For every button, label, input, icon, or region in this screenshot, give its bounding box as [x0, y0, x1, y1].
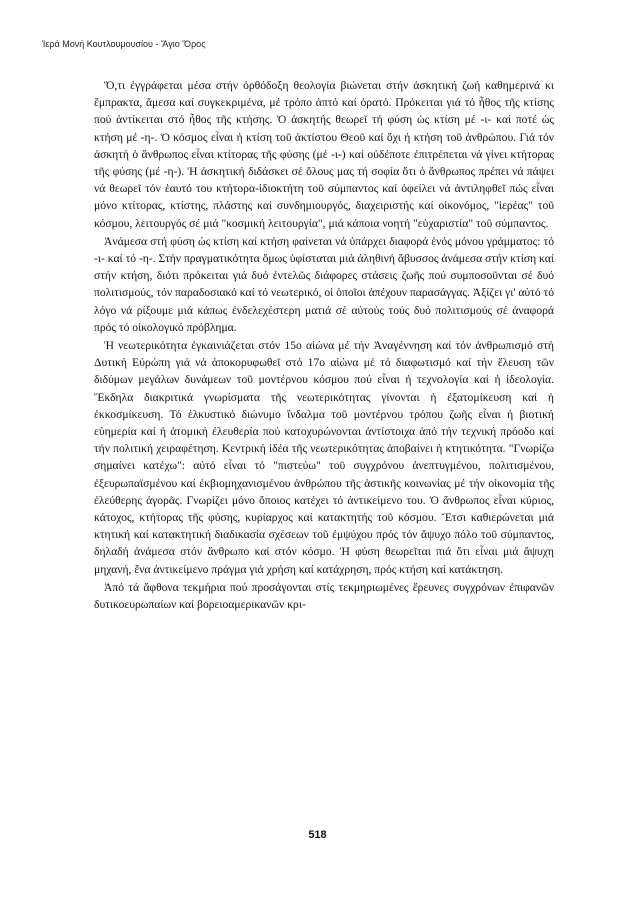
- page-body: [94, 77, 554, 614]
- paragraph-letter-difference: Ἀνάμεσα στή φύση ὡς κτίση καί κτήση φαίνεται νά ὑπάρχει διαφορά ἑνός μόνου γράμματος: τό -ι- καί τό -η-. Στήν πραγματικότητα ὅμως ὑφίσταται μιά ἀληθινή ἄβυσσος ἀνάμεσα στήν κτίση καί στήν κτήση, διότι πρόκειται γιά δυό ἐντελῶς διάφορες στάσεις ζωῆς πού συμποσοῦνται σέ δυό πολιτισμούς, τόν παραδοσιακό καί τό νεωτερικό, οἱ ὁποῖοι ἀπέχουν παρασάγγας. Ἀξίζει γι' αὐτό τό λόγο νά ρίξουμε μιά κάπως ἐνδελεχέστερη ματιά σέ αὐτούς τούς δυό πολιτισμούς σέ ἀναφορά πρός τό οἰκολογικό πρόβλημα.: [94, 234, 554, 334]
- paragraph-evidence: Ἀπό τά ἄφθονα τεκμήρια πού προσάγονται στίς τεκμηριωμένες ἔρευνες συγχρόνων ἐπιφανῶν δυτικοευρωπαίων καί βορειοαμερικανῶν κρι-: [94, 580, 554, 612]
- page-number: 518: [308, 829, 327, 841]
- running-header: Ἱερά Μονή Κουτλουμουσίου - Ἅγιο Ὄρος: [42, 39, 206, 49]
- paragraph-modernity: Ἡ νεωτερικότητα ἐγκαινιάζεται στόν 15ο αἰώνα μέ τήν Ἀναγέννηση καί τόν ἀνθρωπισμό στή Δυτική Εὐρώπη γιά νά ἀποκορυφωθεῖ στό 17ο αἰώνα μέ τό διαφωτισμό καί τήν ἔλευση τῶν διδύμων μεγάλων δυνάμεων τοῦ μοντέρνου κόσμου πού εἶναι ἡ τεχνολογία καί ἡ ἰδεολογία. Ἔκδηλα διακριτικά γνωρίσματα τῆς νεωτερικότητας γίνονται ἡ ἐξατομίκευση καί ἡ ἐκκοσμίκευση. Τό ἑλκυστικό διώνυμο ἴνδαλμα τοῦ μοντέρνου τρόπου ζωῆς εἶναι ἡ βιοτική εὐημερία καί ἡ ἀτομική ἐλευθερία πού κατοχυρώνονται ἀντίστοιχα ἀπό τήν τεχνική πρόοδο καί τήν πολιτική χειραφέτηση. Κεντρική ἰδέα τῆς νεωτερικότητας ἀποβαίνει ἡ κτητικότητα. "Γνωρίζω σημαίνει κατέχω": αὐτό εἶναι τό "πιστεύω" τοῦ συγχρόνου ἀνεπτυγμένου, πολιτισμένου, ἐξευρωπαϊσμένου καί ἐκβιομηχανισμένου ἀνθρώπου τῆς ἀστικῆς κοινωνίας μέ τήν οἰκονομία τῆς ἐλεύθερης ἀγορᾶς. Γνωρίζει μόνο ὅποιος κατέχει τό ἀντικείμενο του. Ὁ ἄνθρωπος εἶναι κύριος, κάτοχος, κτήτορας τῆς φύσης, κυρίαρχος καί κατακτητής τοῦ κόσμου. Ἔτσι καθιερώνεται μιά κτητική καί κατακτητική διαδικασία σχέσεων τοῦ ἐμψύχου πρός τόν ἄψυχο πόλο τοῦ σύμπαντος, δηλαδή ἀνάμεσα στόν ἄνθρωπο καί στόν κόσμο. Ἡ φύση θεωρεῖται πιά ὅτι εἶναι μιά ἄψυχη μηχανή, ἕνα ἀντικείμενο πράγμα γιά χρήση καί κατάχρηση, πρός κτήση καί κατάκτηση.: [94, 339, 554, 576]
- paragraph-ktisi-ktisi: Ὅ,τι ἐγγράφεται μέσα στήν ὀρθόδοξη θεολογία βιώνεται στήν ἀσκητική ζωή καθημερινά κι ἔμπρακτα, ἄμεσα καί συγκεκριμένα, μέ τρόπο ἁπτό καί ὁρατό. Πρόκειται γιά τό ἦθος τῆς κτίσης πού ἀντίκειται στό ἦθος τῆς κτήσης. Ὁ ἀσκητής θεωρεῖ τή φύση ὡς κτίση μέ -ι- καί ποτέ ὡς κτήση μέ -η-. Ὁ κόσμος εἶναι ἡ κτίση τοῦ ἀκτίστου Θεοῦ καί ὄχι ἡ κτήση τοῦ ἀνθρώπου. Γιά τόν ἀσκητή ὁ ἄνθρωπος εἶναι κτίτορας τῆς φύσης (μέ -ι-) καί οὐδέποτε ἐπιτρέπεται νά γίνει κτήτορας τῆς φύσης (μέ -η-). Ἡ ἀσκητική διδάσκει σέ ὅλους μας τή σοφία ὅτι ὁ ἄνθρωπος πρέπει νά πάψει νά θεωρεῖ τόν ἑαυτό του κτήτορα-ἰδιοκτήτη τοῦ σύμπαντος καί ὀφείλει νά ἀντιληφθεῖ πώς εἶναι μόνο κτίτορας, κτίστης, πλάστης καί συνδημιουργός, διαχειριστής καί οἰκονόμος, "ἱερέας" τοῦ κόσμου, λειτουργός σέ μιά "κοσμική λειτουργία", μιά κάποια νοητή "εὐχαριστία" τοῦ σύμπαντος.: [94, 79, 554, 230]
